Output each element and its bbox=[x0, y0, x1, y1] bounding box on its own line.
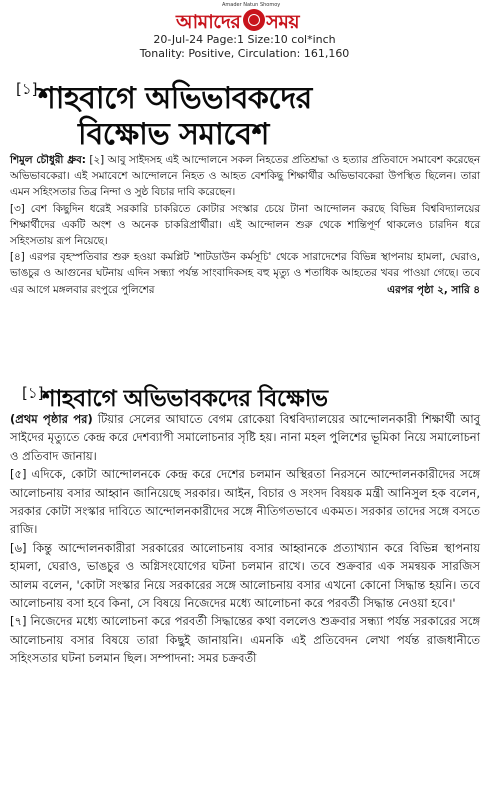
continuation-body bbox=[10, 410, 480, 668]
clipping-meta-date: 20-Jul-24 Page:1 Size:10 col*inch bbox=[153, 33, 336, 46]
paragraph-text: [২] আবু সাইদসহ এই আন্দোলনে সকল নিহতের প্রতিশ্রদ্ধা ও হত্যার প্রতিবাদে সমাবেশ করেছেন অভিভাবকেরা। এই সমাবেশে আন্দোলনে নিহত ও আহত বেশকিছু শিক্ষার্থীর অভিভাবকেরা উপস্থিত ছিলেন। তারা এমন সহিংসতার তিব্র নিন্দা ও সুষ্ঠ বিচার দাবি করেছেন। bbox=[10, 154, 480, 199]
headline-line-1: শাহবাগে অভিভাবকদের bbox=[38, 81, 312, 116]
paragraph-text: [৪] এরপর বৃহস্পতিবার শুরু হওয়া কমপ্লিট 'শাটডাউন কর্মসূচি' থেকে সারাদেশের বিভিন্ন স্থাপনায় হামলা, ঘেরাও, ভাঙচুর ও আগুনের ঘটনায় এদিন সন্ধ্যা পর্যন্ত সাংবাদিকসহ বহু মৃত্যু ও শতাধিক আহতের খবর পাওয়া গেছে। তবে এর আগে মঙ্গলবার রংপুরে পুলিশের bbox=[10, 251, 480, 296]
front-page-clipping bbox=[4, 66, 483, 372]
headline-marker: [১] bbox=[22, 384, 44, 402]
paragraph bbox=[10, 249, 480, 298]
headline-marker: [১] bbox=[16, 80, 38, 98]
paragraph: [৬] কিন্তু আন্দোলনকারীরা সরকারের আলোচনায় বসার আহ্বানকে প্রত্যাখ্যান করে বিভিন্ন স্থাপনায় হামলা, ঘেরাও, ভাঙচুর ও অগ্নিসংযোগের ঘটনা চলমান রাখে। তবে শুক্রবার এক সমন্বয়ক সারজিস আলম বলেন, 'কোটা সংস্কার নিয়ে সরকারের সঙ্গে আলোচনায় বসার এখনো কোনো সিদ্ধান্ত হয়নি। তবে আলোচনায় বসা হবে কিনা, সে বিষয়ে নিজেদের মধ্যে আলোচনা করে পরবর্তী সিদ্ধান্ত নেওয়া হবে।' bbox=[10, 540, 480, 611]
logo-seal-icon bbox=[243, 9, 265, 31]
headline-line-2: বিক্ষোভ সমাবেশ bbox=[78, 117, 269, 152]
paragraph-text: টিয়ার সেলের আঘাতে বেগম রোকেয়া বিশ্ববিদ্যালয়ের আন্দোলনকারী শিক্ষার্থী আবু সাইদের মৃত্যুতে কেন্দ্র করে দেশব্যাপী সমালোচনার সৃষ্টি হয়। নানা মহল পুলিশের ভূমিকা নিয়ে সমালোচনা ও প্রতিবাদ জানায়। bbox=[10, 412, 481, 463]
paragraph-text: [৭] নিজেদের মধ্যে আলোচনা করে পরবর্তী সিদ্ধান্তের কথা বললেও শুক্রবার সন্ধ্যা পর্যন্ত সরকারের সঙ্গে আলোচনায় বসার বিষয়ে তারা কিছুই জানায়নি। এমনকি এই প্রতিবেদন লেখা পর্যন্ত রাজধানীতে সহিংসতার ঘটনা চলমান ছিল। bbox=[10, 614, 480, 666]
masthead-tagline: Amader Natun Shomoy bbox=[222, 2, 281, 8]
logo-right-word: সময় bbox=[266, 11, 300, 33]
logo-left-word: আমাদের bbox=[176, 11, 241, 33]
paragraph bbox=[10, 410, 480, 465]
front-page-body bbox=[10, 152, 480, 298]
paragraph: [৫] এদিকে, কোটা আন্দোলনকে কেন্দ্র করে দেশের চলমান অস্থিরতা নিরসনে আন্দোলনকারীদের সঙ্গে আলোচনায় বসার আহ্বান জানিয়েছে সরকার। আইন, বিচার ও সংসদ বিষয়ক মন্ত্রী আনিসুল হক বলেন, সরকার কোটা সংস্কার দাবিতে আন্দোলনকারীদের সঙ্গে নীতিগতভাবে একমত। সরকার তাদের সঙ্গে বসতে রাজি। bbox=[10, 467, 480, 537]
continuation-clipping bbox=[4, 372, 483, 792]
reporter-name: শিমুল চৌধুরী ধ্রুব: bbox=[10, 154, 86, 166]
clipping-meta-tonality: Tonality: Positive, Circulation: 161,160 bbox=[139, 47, 350, 60]
paragraph: [৩] বেশ কিছুদিন ধরেই সরকারি চাকরিতে কোটার সংস্কার চেয়ে টানা আন্দোলন করছে বিভিন্ন বিশ্ববিদ্যালয়ের শিক্ষার্থীদের একটি অংশ ও অনেক চাকরিপ্রার্থীরা। এই আন্দোলন শুরু থেকে শান্তিপূর্ণ থাকলেও চারদিন ধরে সহিংসতায় রূপ নিয়েছে। bbox=[10, 202, 480, 248]
paragraph bbox=[10, 152, 480, 201]
newspaper-masthead bbox=[0, 2, 489, 32]
continued-from-label: (প্রথম পৃষ্ঠার পর) bbox=[10, 412, 93, 426]
continuation-headline: শাহবাগে অভিভাবকদের বিক্ষোভ bbox=[42, 386, 328, 412]
continued-jump-note: এরপর পৃষ্ঠা ২, সারি ৪ bbox=[387, 283, 480, 296]
paragraph bbox=[10, 612, 480, 667]
editor-credit: সম্পাদনা: সমর চক্রবর্তী bbox=[150, 651, 257, 666]
